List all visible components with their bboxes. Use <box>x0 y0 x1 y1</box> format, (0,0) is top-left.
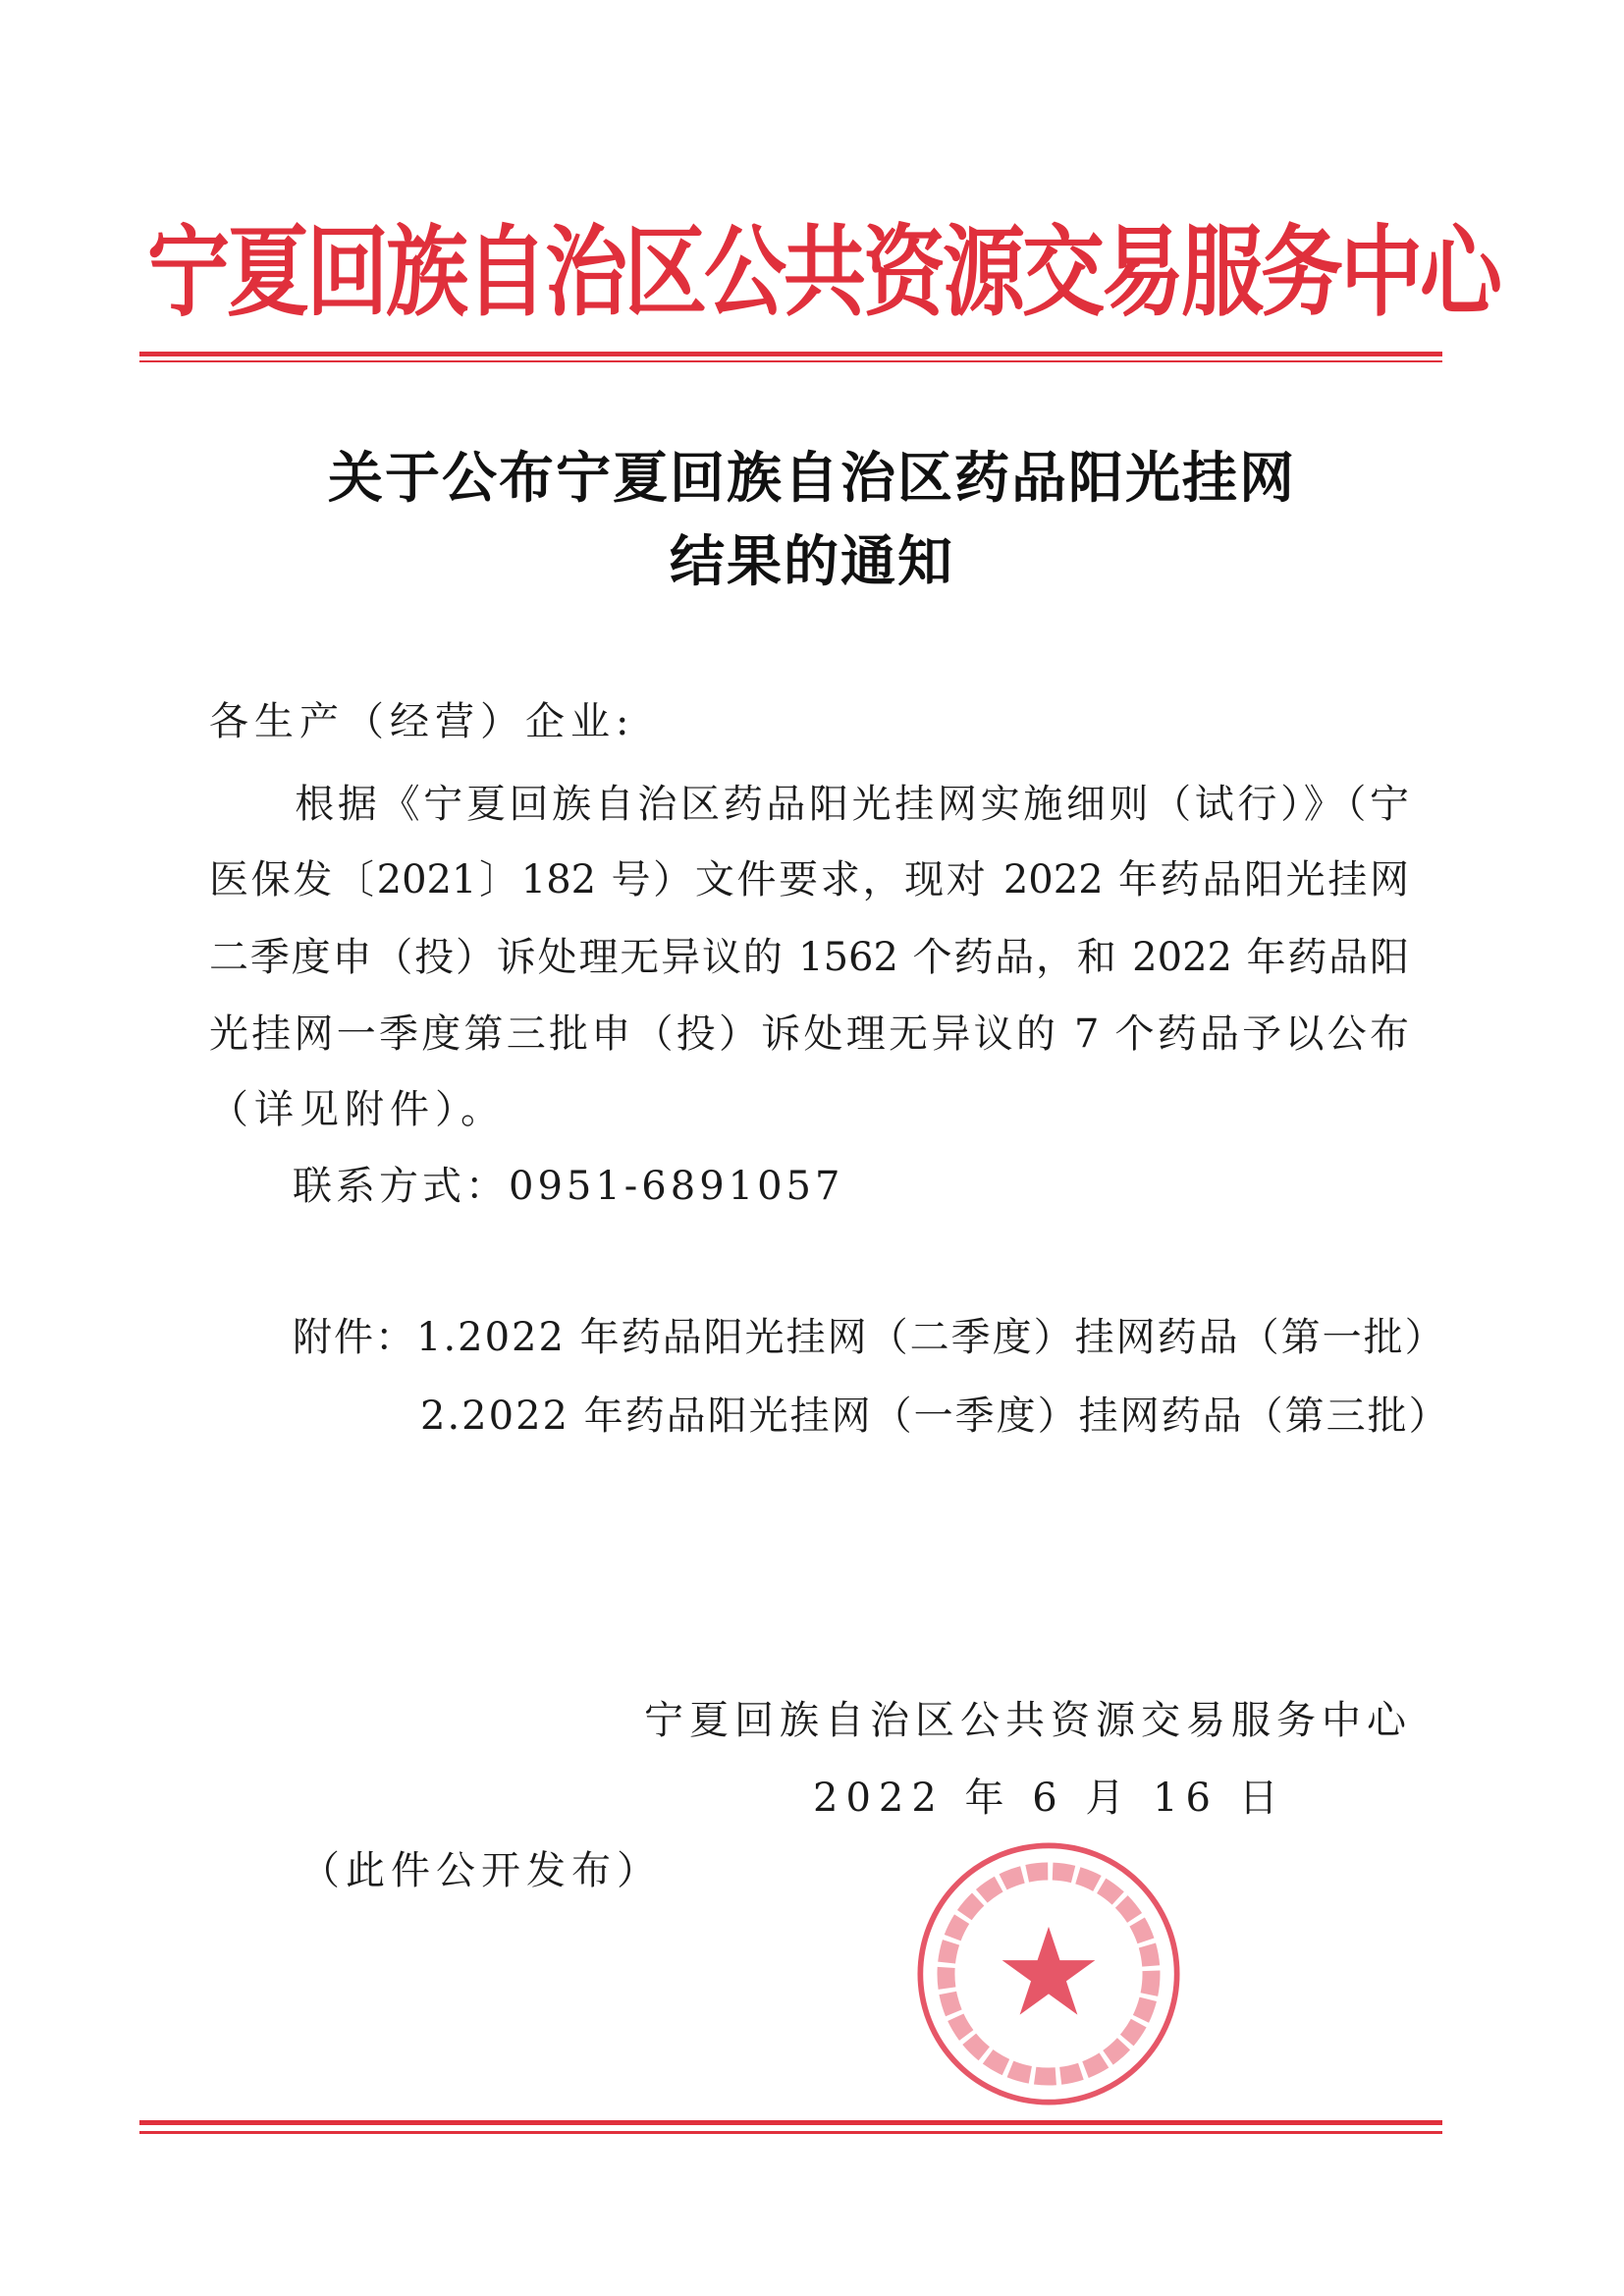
notice-title-line1: 关于公布宁夏回族自治区药品阳光挂网 <box>328 446 1296 511</box>
body-line: 二季度申（投）诉处理无异议的 1562 个药品，和 2022 年药品阳 <box>209 935 1409 980</box>
body-line: 医保发〔2021〕182 号）文件要求，现对 2022 年药品阳光挂网 <box>209 857 1409 902</box>
salutation: 各生产（经营）企业: <box>209 699 635 744</box>
footer-rule-thin <box>139 2131 1442 2134</box>
contact-info: 联系方式：0951-6891057 <box>293 1164 844 1209</box>
notice-title-line2: 结果的通知 <box>670 529 954 594</box>
attachment-2: 2.2022 年药品阳光挂网（一季度）挂网药品（第三批） <box>420 1394 1450 1439</box>
header-rule-thick <box>139 352 1442 356</box>
body-line: 根据《宁夏回族自治区药品阳光挂网实施细则（试行）》（宁 <box>209 782 1409 827</box>
public-release-note: （此件公开发布） <box>300 1848 662 1893</box>
org-header-title: 宁夏回族自治区公共资源交易服务中心 <box>147 213 1500 330</box>
star-icon <box>1002 1927 1096 2015</box>
signature-org: 宁夏回族自治区公共资源交易服务中心 <box>644 1698 1412 1743</box>
official-seal-stamp <box>913 1838 1184 2109</box>
signature-date: 2022 年 6 月 16 日 <box>813 1776 1286 1821</box>
body-line: 光挂网一季度第三批申（投）诉处理无异议的 7 个药品予以公布 <box>209 1011 1409 1057</box>
footer-rule-thick <box>139 2120 1442 2125</box>
attachment-1: 附件：1.2022 年药品阳光挂网（二季度）挂网药品（第一批） <box>293 1315 1446 1360</box>
body-line: （详见附件）。 <box>209 1087 506 1132</box>
header-rule-thin <box>139 360 1442 362</box>
